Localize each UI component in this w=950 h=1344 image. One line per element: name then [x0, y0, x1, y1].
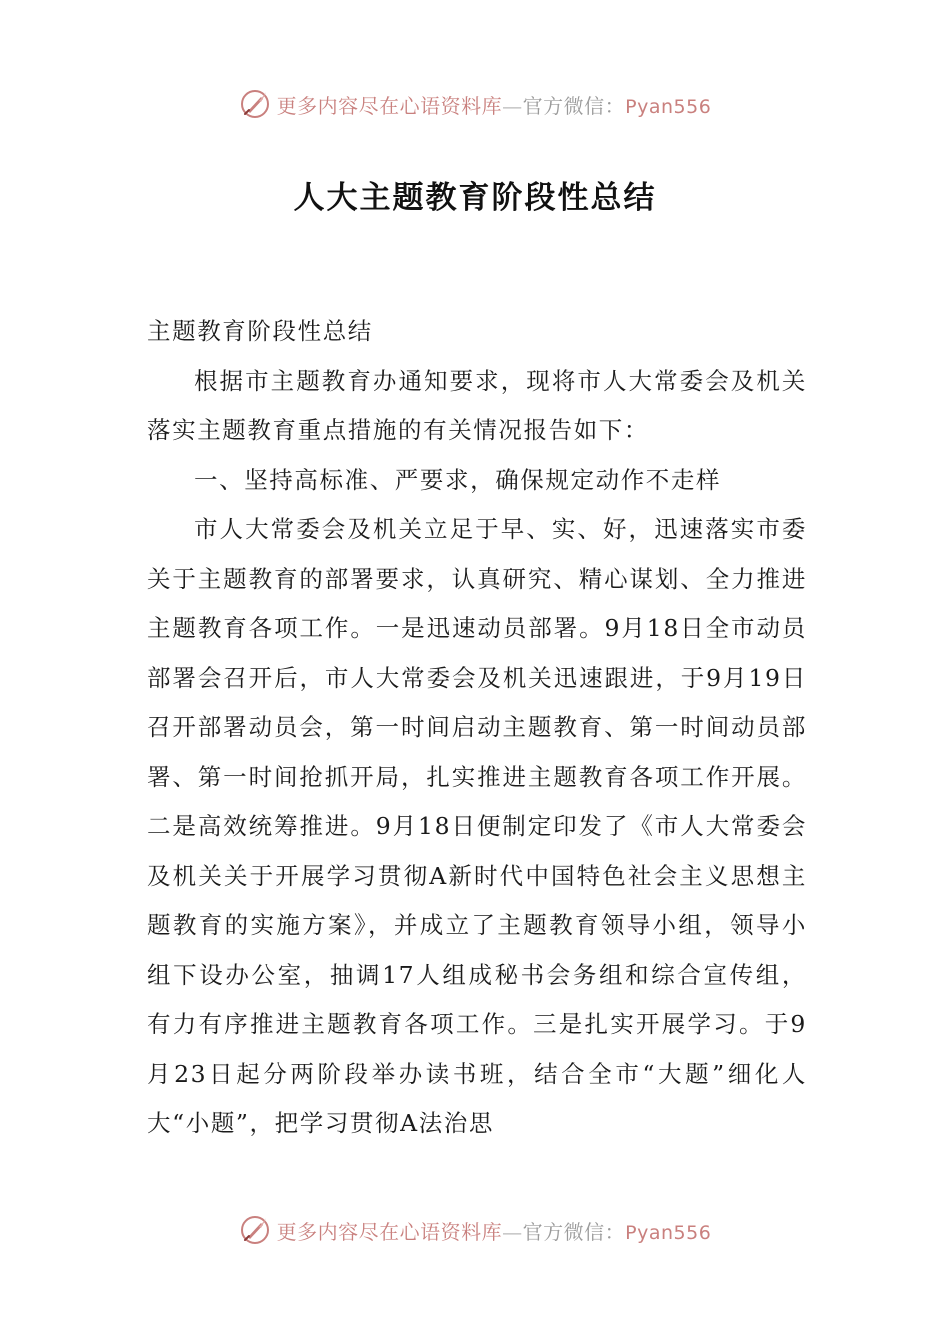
watermark-wechat-id: Pyan556	[625, 95, 712, 118]
footer-watermark-banner	[0, 1210, 950, 1250]
header-watermark-banner	[0, 84, 950, 124]
watermark-official-label: 官方微信：	[522, 1219, 626, 1244]
watermark-dash: —	[502, 1219, 523, 1244]
watermark-wechat-id: Pyan556	[625, 1221, 712, 1244]
section-heading-1: 一、坚持高标准、严要求，确保规定动作不走样	[194, 465, 722, 494]
document-body	[147, 307, 807, 1149]
watermark-brand: 更多内容尽在心语资料库	[276, 1219, 503, 1244]
watermark-official-label: 官方微信：	[522, 93, 626, 118]
body-paragraph: 市人大常委会及机关立足于早、实、好，迅速落实市委关于主题教育的部署要求，认真研究、精心谋划、全力推进主题教育各项工作。一是迅速动员部署。9月18日全市动员部署会召开后，市人大常委会及机关迅速跟进，于9月19日召开部署动员会，第一时间启动主题教育、第一时间动员部署、第一时间抢抓开局，扎实推进主题教育各项工作开展。二是高效统筹推进。9月18日便制定印发了《市人大常委会及机关关于开展学习贯彻A新时代中国特色社会主义思想主题教育的实施方案》，并成立了主题教育领导小组，领导小组下设办公室，抽调17人组成秘书会务组和综合宣传组，有力有序推进主题教育各项工作。三是扎实开展学习。于9月23日起分两阶段举办读书班，结合全市“大题”细化人大“小题”，把学习贯彻A法治思	[147, 515, 807, 1137]
section-subtitle: 主题教育阶段性总结	[147, 317, 373, 345]
watermark-text	[277, 90, 712, 119]
watermark-brand: 更多内容尽在心语资料库	[276, 93, 503, 118]
quill-pen-logo-icon	[239, 88, 271, 120]
watermark-text	[277, 1216, 712, 1245]
watermark-dash: —	[502, 93, 523, 118]
quill-pen-logo-icon	[239, 1214, 271, 1246]
document-title: 人大主题教育阶段性总结	[293, 180, 657, 216]
intro-paragraph: 根据市主题教育办通知要求，现将市人大常委会及机关落实主题教育重点措施的有关情况报告如下：	[147, 366, 807, 444]
